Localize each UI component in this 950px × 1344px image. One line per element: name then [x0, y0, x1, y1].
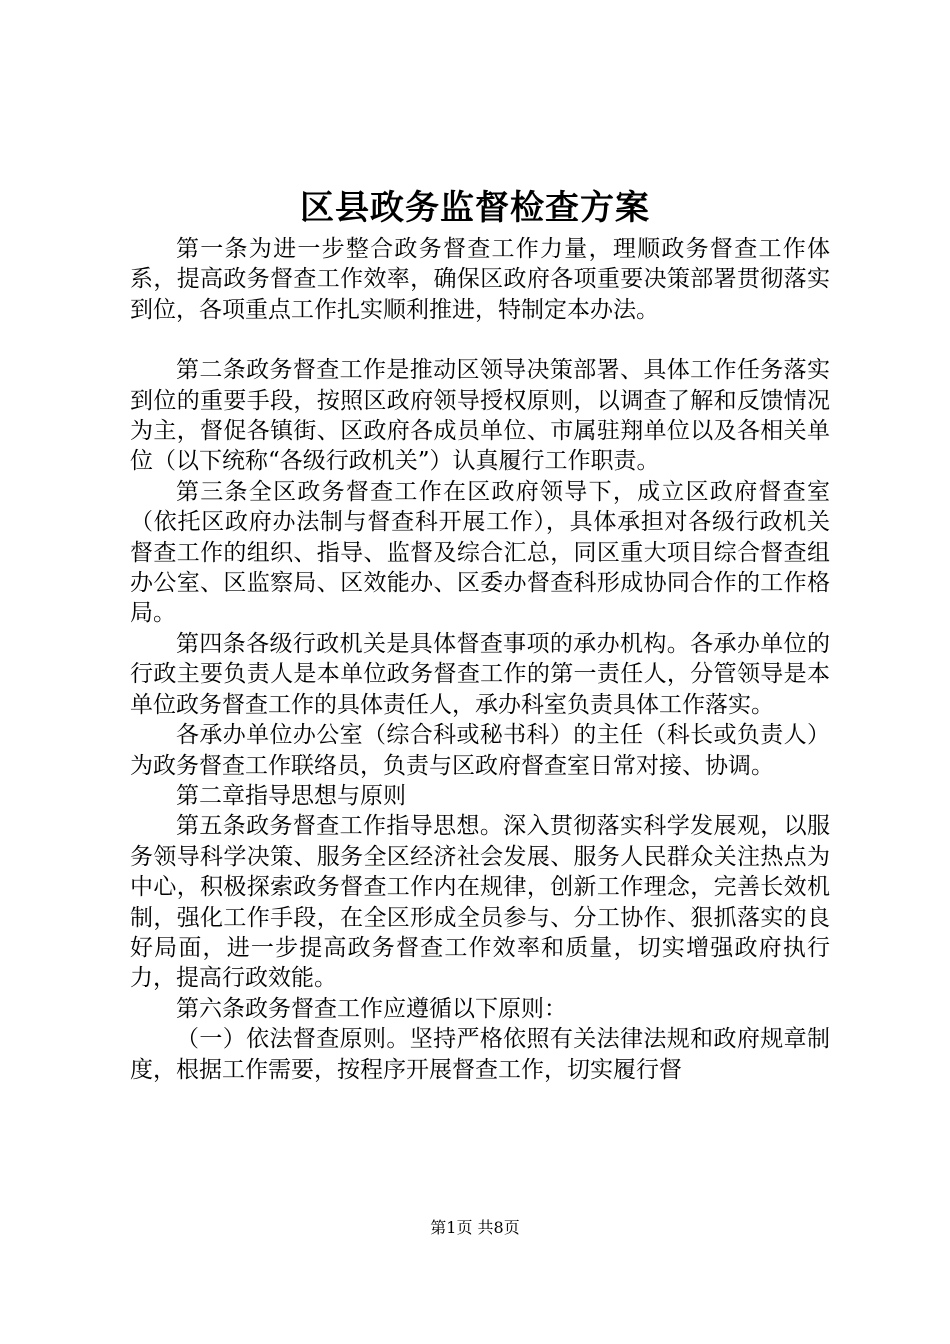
chapter-heading: 第二章指导思想与原则: [176, 782, 406, 809]
document-body: [130, 234, 830, 1085]
paragraph-article-1: 第一条为进一步整合政务督查工作力量，理顺政务督查工作体系，提高政务督查工作效率，确保区政府各项重要决策部署贯彻落实到位，各项重点工作扎实顺利推进，特制定本办法。: [130, 236, 830, 323]
paragraph-principle-1: （一）依法督查原则。坚持严格依照有关法律法规和政府规章制度，根据工作需要，按程序开展督查工作，切实履行督: [130, 1026, 830, 1083]
paragraph-article-6: 第六条政务督查工作应遵循以下原则：: [176, 995, 567, 1022]
paragraph-article-3: 第三条全区政务督查工作在区政府领导下，成立区政府督查室（依托区政府办法制与督查科开展工作），具体承担对各级行政机关督查工作的组织、指导、监督及综合汇总，同区重大项目综合督查组办公室、区监察局、区效能办、区委办督查科形成协同合作的工作格局。: [130, 478, 830, 627]
paragraph-liaison: 各承办单位办公室（综合科或秘书科）的主任（科长或负责人）为政务督查工作联络员，负责与区政府督查室日常对接、协调。: [130, 722, 830, 779]
paragraph-article-2: 第二条政务督查工作是推动区领导决策部署、具体工作任务落实到位的重要手段，按照区政府领导授权原则，以调查了解和反馈情况为主，督促各镇街、区政府各成员单位、市属驻翔单位以及各相关单位（以下统称“各级行政机关”）认真履行工作职责。: [130, 357, 830, 475]
paragraph-article-4: 第四条各级行政机关是具体督查事项的承办机构。各承办单位的行政主要负责人是本单位政务督查工作的第一责任人，分管领导是本单位政务督查工作的具体责任人，承办科室负责具体工作落实。: [130, 630, 830, 718]
page-number: 第1页 共8页: [430, 1218, 520, 1237]
document-title: 区县政务监督检查方案: [300, 188, 650, 228]
paragraph-article-5: 第五条政务督查工作指导思想。深入贯彻落实科学发展观，以服务领导科学决策、服务全区经济社会发展、服务人民群众关注热点为中心，积极探索政务督查工作内在规律，创新工作理念，完善长效机制，强化工作手段，在全区形成全员参与、分工协作、狠抓落实的良好局面，进一步提高政务督查工作效率和质量，切实增强政府执行力，提高行政效能。: [130, 813, 830, 992]
